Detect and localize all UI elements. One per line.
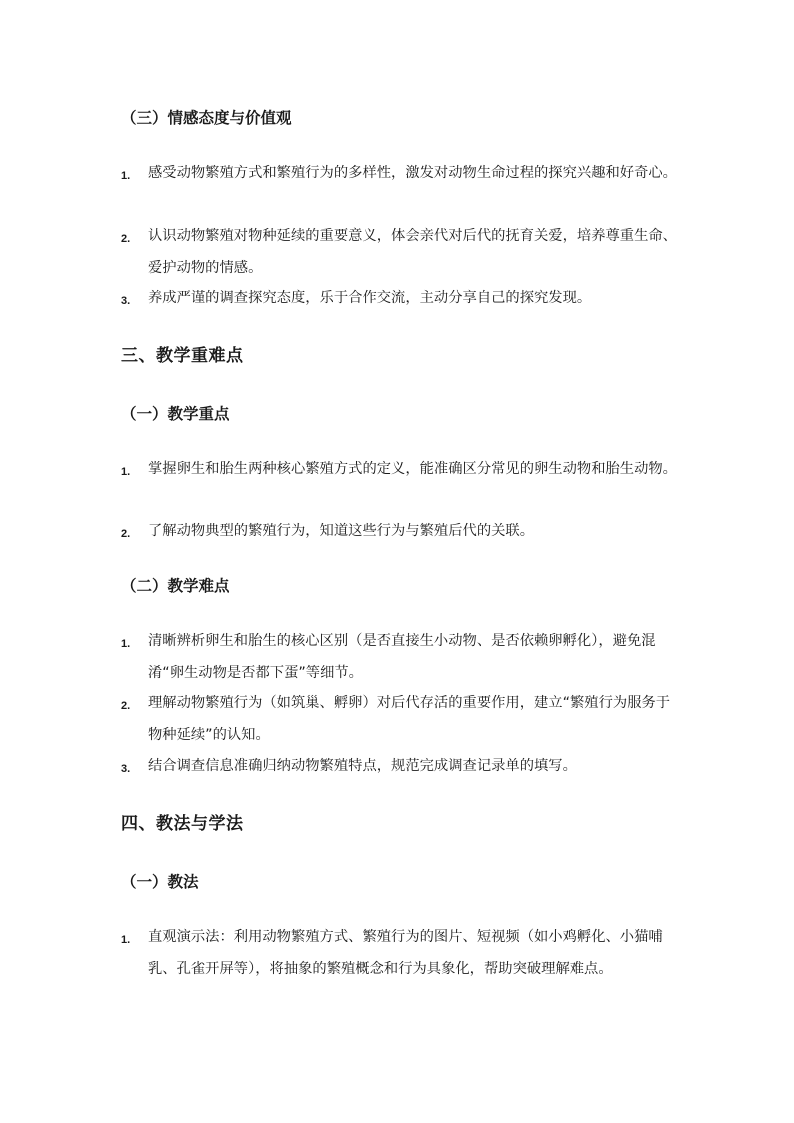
list-number: 1. [121,638,131,650]
list-text: 养成严谨的调查探究态度，乐于合作交流，主动分享自己的探究发现。 [148,290,592,306]
list-number: 2. [121,528,131,540]
list-number: 1. [121,170,131,182]
list-number: 3. [121,763,131,775]
list-text: 直观演示法：利用动物繁殖方式、繁殖行为的图片、短视频（如小鸡孵化、小猫哺乳、孔雀开屏等），将抽象的繁殖概念和行为具象化，帮助突破理解难点。 [148,929,663,977]
list-text: 感受动物繁殖方式和繁殖行为的多样性，激发对动物生命过程的探究兴趣和好奇心。 [148,165,677,181]
list-number: 1. [121,934,131,946]
list-number: 2. [121,700,131,712]
list-text: 认识动物繁殖对物种延续的重要意义，体会亲代对后代的抚育关爱，培养尊重生命、爱护动物的情感。 [148,228,677,276]
list-text: 了解动物典型的繁殖行为，知道这些行为与繁殖后代的关联。 [148,523,535,539]
heading-difficult-points: （二）教学难点 [121,577,230,595]
heading-key-points: （一）教学重点 [121,405,230,423]
list-number: 3. [121,295,131,307]
heading-attitude-values: （三）情感态度与价值观 [121,109,292,127]
list-text: 结合调查信息准确归纳动物繁殖特点，规范完成调查记录单的填写。 [148,758,577,774]
list-number: 2. [121,233,131,245]
list-number: 1. [121,466,131,478]
heading-methods: 四、教法与学法 [121,814,244,834]
heading-key-difficult-points: 三、教学重难点 [121,346,244,366]
list-text: 清晰辨析卵生和胎生的核心区别（是否直接生小动物、是否依赖卵孵化），避免混淆“卵生动物是否都下蛋”等细节。 [148,633,656,681]
list-text: 掌握卵生和胎生两种核心繁殖方式的定义，能准确区分常见的卵生动物和胎生动物。 [148,461,677,477]
list-text: 理解动物繁殖行为（如筑巢、孵卵）对后代存活的重要作用，建立“繁殖行为服务于物种延续”的认知。 [148,695,671,743]
heading-teaching-methods: （一）教法 [121,873,199,891]
